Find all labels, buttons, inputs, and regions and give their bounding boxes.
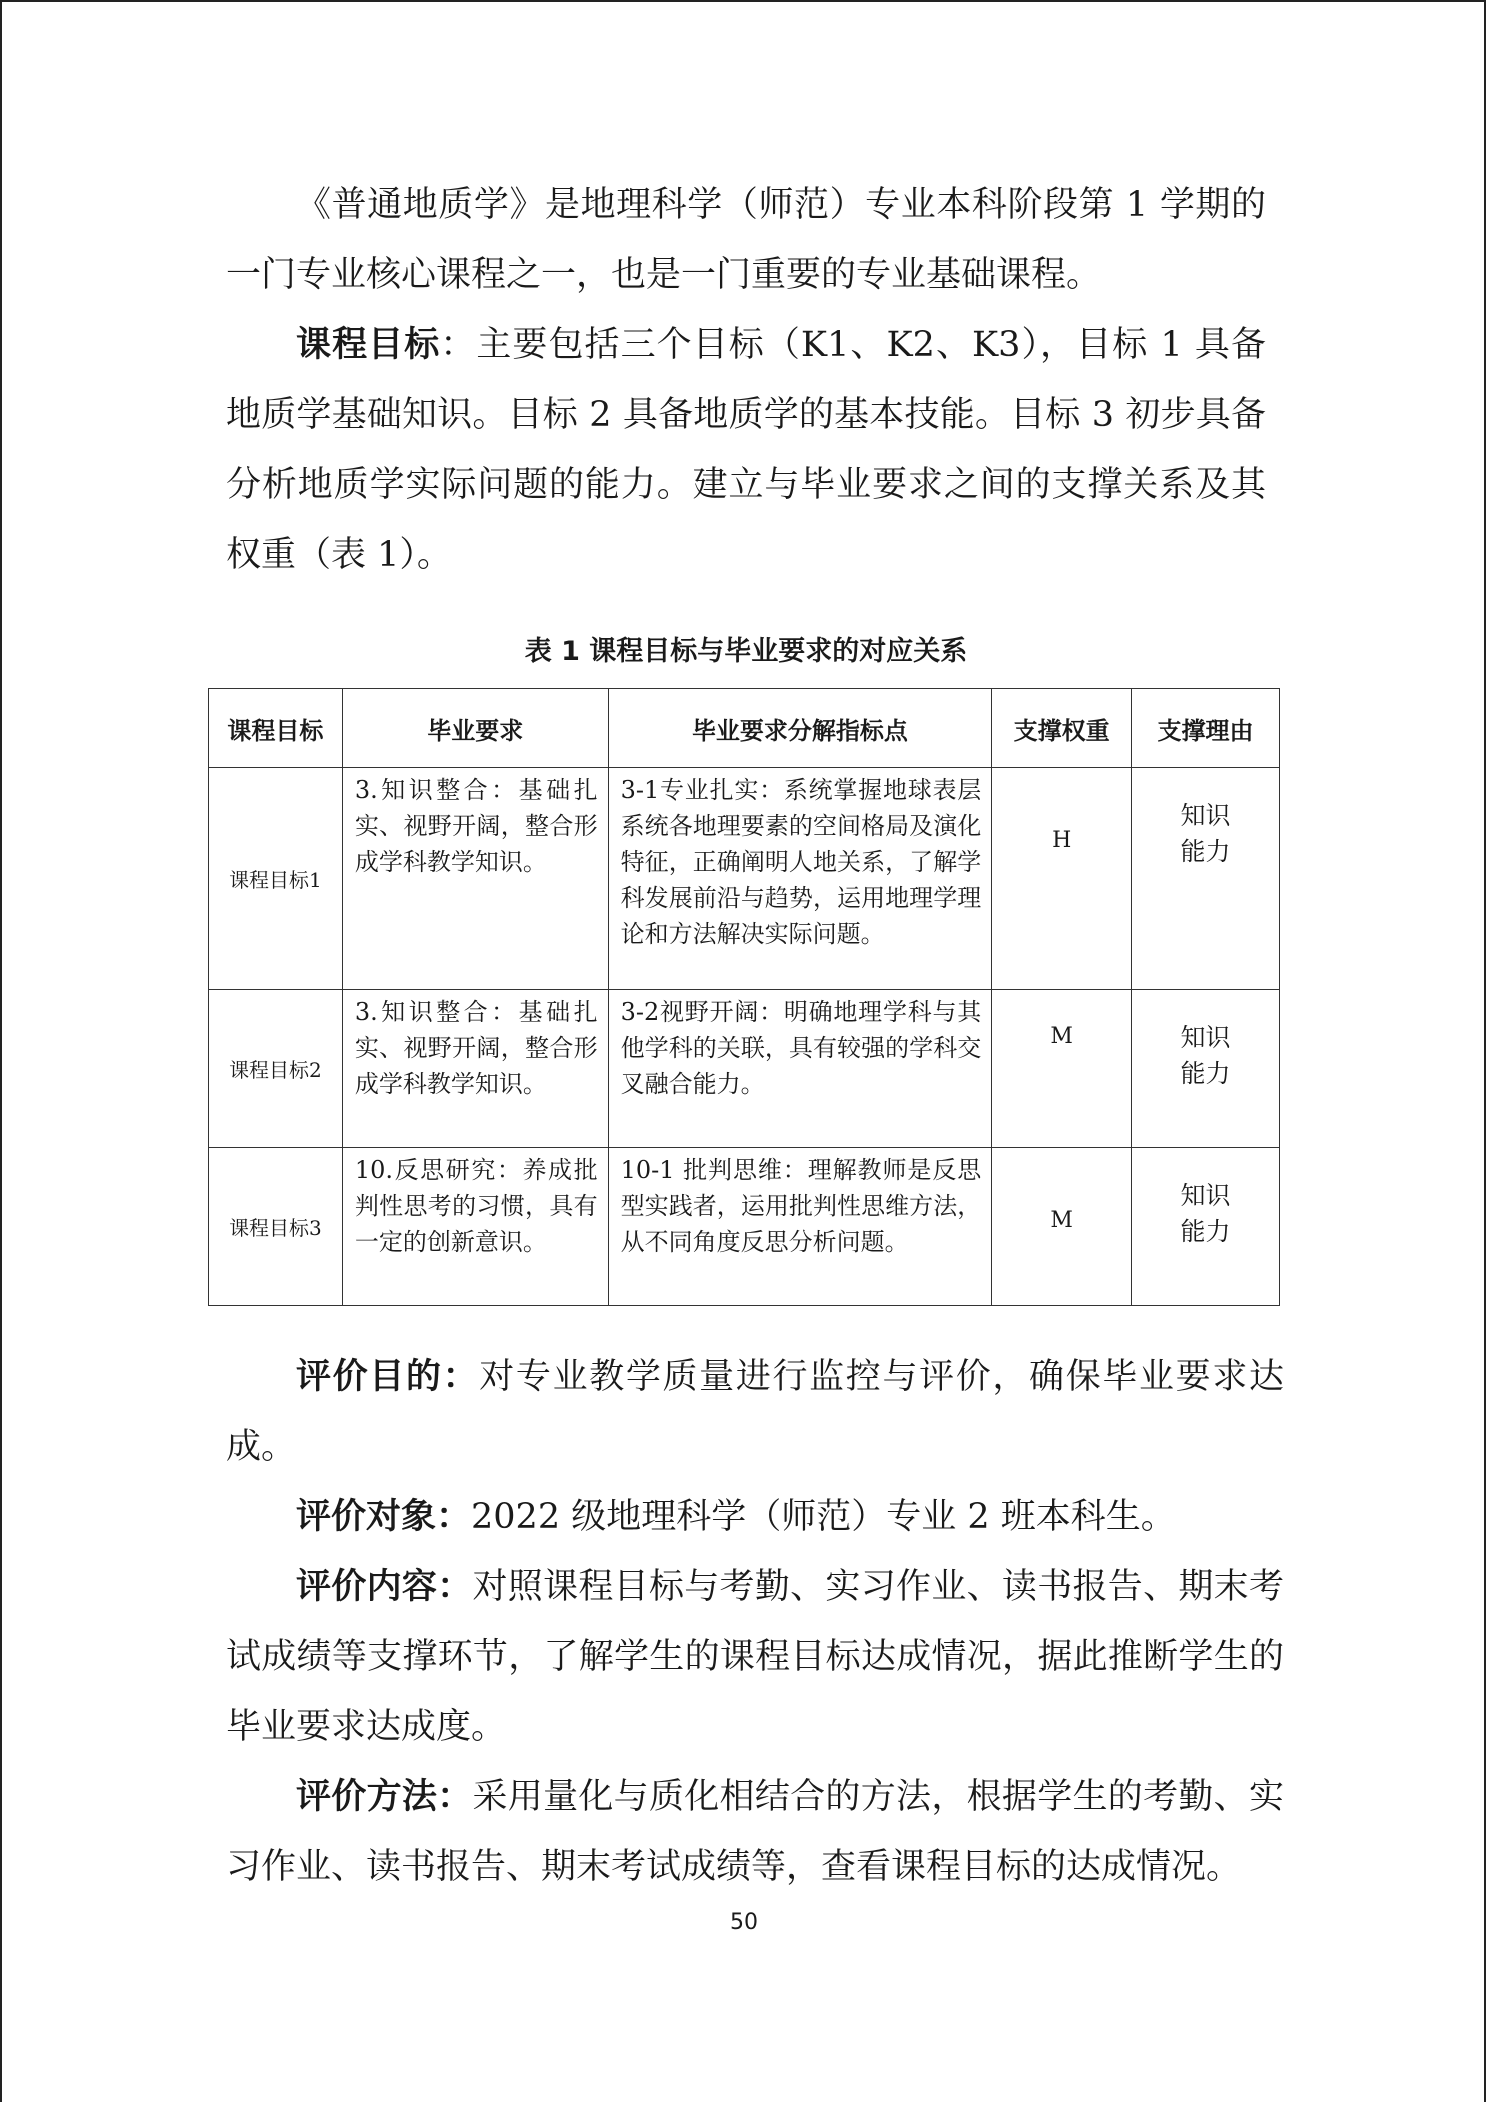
table-caption: 表 1 课程目标与毕业要求的对应关系 <box>524 636 968 667</box>
indicator-cell: 10-1 批判思维：理解教师是反思型实践者，运用批判性思维方法，从不同角度反思分析问题。 <box>608 1148 992 1306</box>
method-label: 评价方法： <box>296 1776 473 1817</box>
object-label: 评价对象： <box>296 1496 472 1537</box>
reason-cell <box>1132 1148 1280 1306</box>
object-text: 2022 级地理科学（师范）专业 2 班本科生。 <box>471 1497 1176 1537</box>
table-row <box>209 1148 1280 1306</box>
evaluation-content <box>226 1552 1284 1762</box>
reason-line: 知识 <box>1180 1181 1231 1210</box>
table-row <box>209 768 1280 990</box>
header-indicator: 毕业要求分解指标点 <box>608 689 992 768</box>
table-row <box>209 990 1280 1148</box>
header-reason: 支撑理由 <box>1132 689 1280 768</box>
evaluation-section <box>226 1342 1284 1902</box>
requirement-cell: 3.知识整合：基础扎实、视野开阔，整合形成学科教学知识。 <box>342 768 608 990</box>
goal-cell: 课程目标1 <box>209 768 343 990</box>
reason-line: 能力 <box>1180 1217 1231 1246</box>
reason-cell <box>1132 990 1280 1148</box>
goals-table <box>208 688 1280 1306</box>
course-goals-paragraph <box>226 310 1266 590</box>
header-weight: 支撑权重 <box>992 689 1132 768</box>
header-graduation-requirement: 毕业要求 <box>342 689 608 768</box>
reason-line: 知识 <box>1180 1023 1231 1052</box>
reason-line: 能力 <box>1180 1059 1231 1088</box>
purpose-label: 评价目的： <box>296 1356 480 1397</box>
requirement-cell: 3.知识整合：基础扎实、视野开阔，整合形成学科教学知识。 <box>342 990 608 1148</box>
evaluation-purpose <box>226 1342 1284 1482</box>
weight-cell: H <box>992 768 1132 990</box>
course-goals-text: ：主要包括三个目标（K1、K2、K3），目标 1 具备地质学基础知识。目标 2 具备地质学的基本技能。目标 3 初步具备分析地质学实际问题的能力。建立与毕业要求之间的支撑关系及其权重（表 1）。 <box>226 325 1266 575</box>
reason-line: 能力 <box>1180 837 1231 866</box>
reason-line: 知识 <box>1180 801 1231 830</box>
evaluation-method <box>226 1762 1284 1902</box>
indicator-cell: 3-1专业扎实：系统掌握地球表层系统各地理要素的空间格局及演化特征，正确阐明人地关系，了解学科发展前沿与趋势，运用地理学理论和方法解决实际问题。 <box>608 768 992 990</box>
goal-cell: 课程目标3 <box>209 1148 343 1306</box>
reason-cell <box>1132 768 1280 990</box>
content-label: 评价内容： <box>296 1566 473 1607</box>
header-course-goal: 课程目标 <box>209 689 343 768</box>
intro-section <box>226 170 1266 688</box>
course-goals-label: 课程目标 <box>296 324 441 365</box>
table-header-row <box>209 689 1280 768</box>
requirement-cell: 10.反思研究：养成批判性思考的习惯，具有一定的创新意识。 <box>342 1148 608 1306</box>
content-text: 对照课程目标与考勤、实习作业、读书报告、期末考试成绩等支撑环节，了解学生的课程目标达成情况，据此推断学生的毕业要求达成度。 <box>226 1567 1284 1747</box>
evaluation-object <box>226 1482 1284 1552</box>
weight-cell: M <box>992 1148 1132 1306</box>
method-text: 采用量化与质化相结合的方法，根据学生的考勤、实习作业、读书报告、期末考试成绩等，查看课程目标的达成情况。 <box>226 1777 1284 1887</box>
purpose-text: 对专业教学质量进行监控与评价，确保毕业要求达成。 <box>226 1357 1284 1467</box>
goal-cell: 课程目标2 <box>209 990 343 1148</box>
intro-paragraph: 《普通地质学》是地理科学（师范）专业本科阶段第 1 学期的一门专业核心课程之一，也是一门重要的专业基础课程。 <box>226 185 1266 295</box>
page-number: 50 <box>730 1910 758 1935</box>
weight-cell: M <box>992 990 1132 1148</box>
indicator-cell: 3-2视野开阔：明确地理学科与其他学科的关联，具有较强的学科交叉融合能力。 <box>608 990 992 1148</box>
